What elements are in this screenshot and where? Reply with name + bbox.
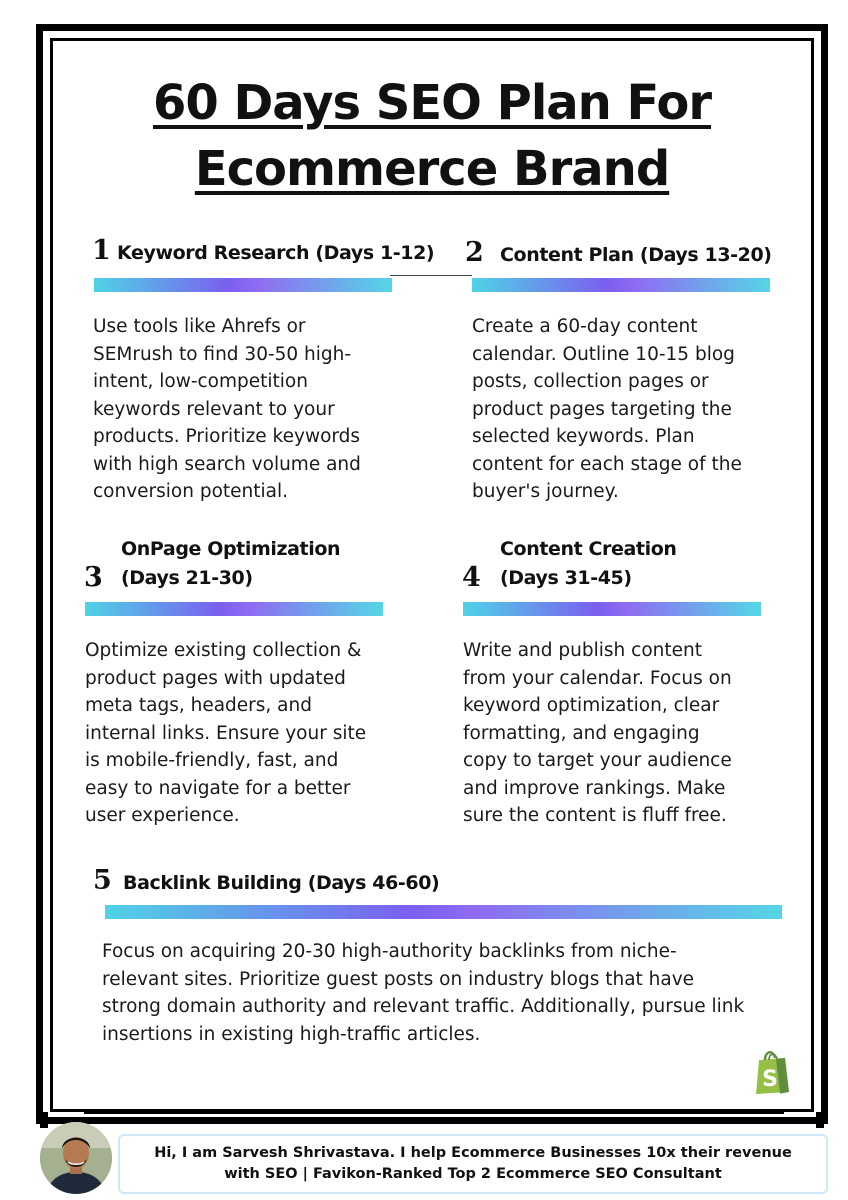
author-bio-line-1: Hi, I am Sarvesh Shrivastava. I help Ecommerce Businesses 10x their revenue	[154, 1145, 792, 1161]
frame-foot-right	[816, 1112, 824, 1128]
text-line: strong domain authority and relevant traffic. Additionally, pursue link	[102, 996, 745, 1017]
section-2-number: 2	[465, 237, 484, 268]
text-line: easy to navigate for a better	[85, 777, 351, 799]
text-line: and improve rankings. Make	[463, 777, 726, 799]
section-3-gradient-bar	[85, 602, 383, 616]
text-line: Optimize existing collection &	[85, 640, 362, 661]
section-divider	[390, 275, 472, 276]
text-line: Write and publish content	[463, 640, 702, 661]
section-5-heading: Backlink Building (Days 46-60)	[123, 872, 440, 894]
section-4-gradient-bar	[463, 602, 761, 616]
text-line: content for each stage of the	[472, 453, 742, 475]
section-1-gradient-bar	[94, 278, 392, 292]
text-line: Use tools like Ahrefs or	[93, 316, 306, 337]
text-line: insertions in existing high-traffic articles.	[102, 1023, 481, 1045]
text-line: intent, low-competition	[93, 371, 308, 392]
frame-bottom-rule	[84, 1112, 784, 1114]
section-5-description	[102, 938, 792, 1048]
author-bio-box	[118, 1134, 828, 1194]
text-line: posts, collection pages or	[472, 371, 709, 392]
text-line: copy to target your audience	[463, 750, 732, 771]
text-line: product pages with updated	[85, 667, 346, 689]
svg-text:S: S	[762, 1067, 778, 1092]
section-3-number: 3	[84, 562, 103, 593]
page-title-line-1: 60 Days SEO Plan For	[152, 75, 712, 131]
text-line: relevant sites. Prioritize guest posts on industry blogs that have	[102, 968, 695, 990]
text-line: from your calendar. Focus on	[463, 667, 732, 689]
text-line: conversion potential.	[93, 481, 289, 502]
section-2-heading: Content Plan (Days 13-20)	[500, 244, 772, 266]
text-line: user experience.	[85, 805, 240, 826]
section-2-description	[472, 313, 772, 506]
text-line: SEMrush to find 30-50 high-	[93, 343, 352, 365]
text-line: sure the content is fluff free.	[463, 805, 727, 826]
author-avatar	[40, 1122, 112, 1194]
page-title-line-2: Ecommerce Brand	[194, 141, 670, 197]
section-1-description	[93, 313, 393, 506]
text-line: Create a 60-day content	[472, 316, 698, 337]
section-1-heading: Keyword Research (Days 1-12)	[117, 242, 435, 264]
text-line: formatting, and engaging	[463, 722, 700, 744]
text-line: product pages targeting the	[472, 398, 732, 420]
text-line: keywords relevant to your	[93, 398, 335, 420]
section-1-number: 1	[92, 235, 111, 266]
text-line: buyer's journey.	[472, 481, 619, 502]
text-line: products. Prioritize keywords	[93, 426, 361, 447]
text-line: internal links. Ensure your site	[85, 722, 367, 744]
text-line: calendar. Outline 10-15 blog	[472, 343, 735, 365]
author-bio-line-2: with SEO | Favikon-Ranked Top 2 Ecommerce SEO Consultant	[224, 1166, 722, 1182]
section-4-description	[463, 637, 773, 830]
section-4-number: 4	[462, 562, 481, 593]
text-line: selected keywords. Plan	[472, 426, 695, 447]
shopify-bag-icon	[752, 1048, 792, 1096]
section-3-heading-line-1: OnPage Optimization	[121, 538, 341, 560]
section-3-heading-line-2: (Days 21-30)	[121, 567, 253, 589]
section-2-gradient-bar	[472, 278, 770, 292]
text-line: meta tags, headers, and	[85, 695, 312, 716]
section-3-description	[85, 637, 395, 830]
section-5-number: 5	[93, 865, 112, 896]
section-4-heading-line-2: (Days 31-45)	[500, 567, 632, 589]
text-line: Focus on acquiring 20-30 high-authority backlinks from niche-	[102, 941, 677, 962]
frame-foot-left	[40, 1112, 48, 1128]
text-line: with high search volume and	[93, 453, 361, 475]
text-line: is mobile-friendly, fast, and	[85, 750, 339, 771]
section-4-heading-line-1: Content Creation	[500, 538, 677, 560]
text-line: keyword optimization, clear	[463, 695, 720, 716]
section-5-gradient-bar	[105, 905, 782, 919]
